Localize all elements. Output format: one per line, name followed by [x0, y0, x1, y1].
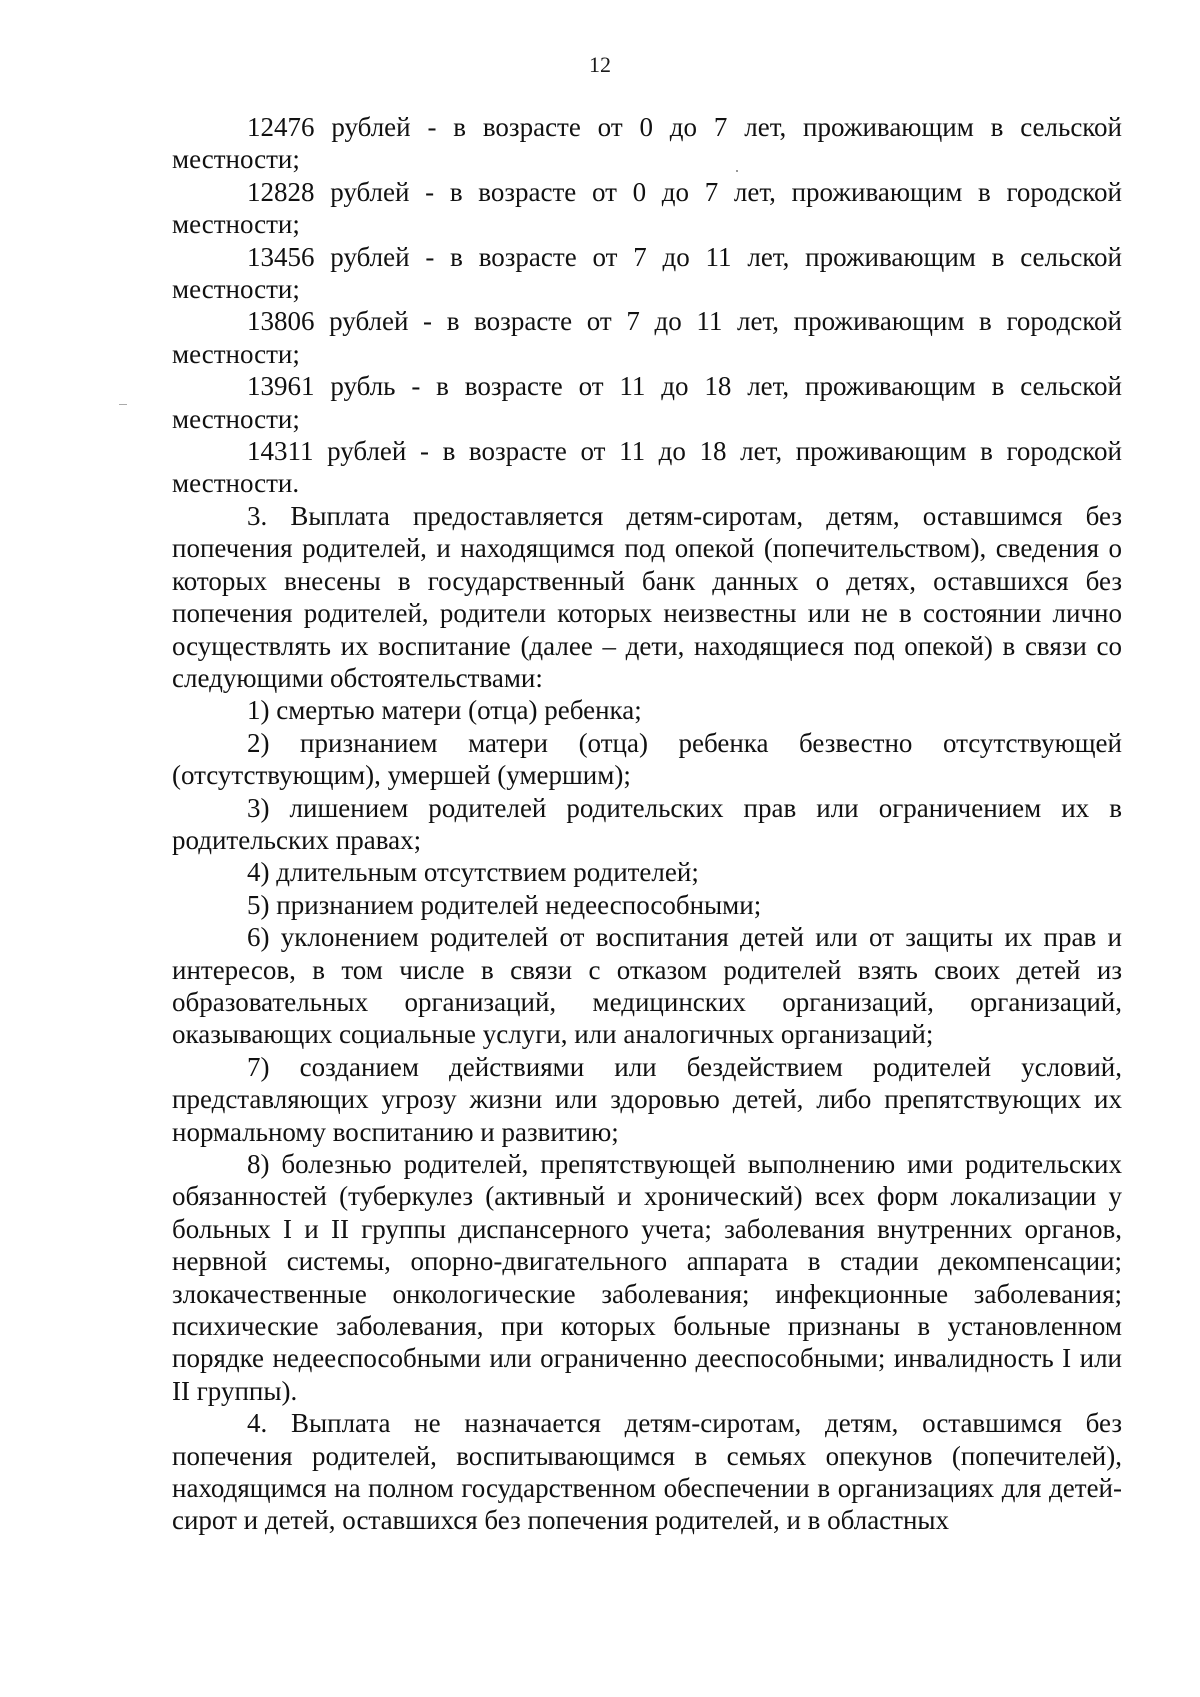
list-item-1: 1) смертью матери (отца) ребенка;	[247, 695, 642, 726]
clause-3: 3. Выплата предоставляется детям-сиротам, детям, оставшимся без попечения родителей, и находящимся под опекой (попечительством), сведения о которых внесены в государственный банк данных о детях, оставшихся без попечения родителей, родители которых неизвестны или не в состоянии лично осуществлять их воспитание (далее – дети, находящиеся под опекой) в связи со следующими обстоятельствами:	[172, 500, 1122, 693]
payment-amount-rural-7-11: 13456 рублей - в возрасте от 7 до 11 лет, проживающим в сельской местности;	[172, 241, 1122, 305]
scan-mark	[119, 404, 127, 405]
page-number: 12	[589, 52, 611, 77]
payment-amount-rural-0-7: 12476 рублей - в возрасте от 0 до 7 лет, проживающим в сельской местности;	[172, 112, 1122, 175]
list-item-5: 5) признанием родителей недееспособными;	[247, 889, 762, 920]
list-item-7: 7) созданием действиями или бездействием родителей условий, представляющих угрозу жизни или здоровью детей, либо препятствующих их нормальному воспитанию и развитию;	[172, 1051, 1122, 1147]
payment-amount-urban-0-7: 12828 рублей - в возрасте от 0 до 7 лет, проживающим в городской местности;	[172, 176, 1122, 240]
payment-amount-urban-11-18: 14311 рублей - в возрасте от 11 до 18 лет, проживающим в городской местности.	[172, 436, 1122, 499]
list-item-4: 4) длительным отсутствием родителей;	[247, 857, 699, 888]
list-item-2: 2) признанием матери (отца) ребенка безвестно отсутствующей (отсутствующим), умершей (умершим);	[172, 727, 1122, 791]
payment-amount-rural-11-18: 13961 рубль - в возрасте от 11 до 18 лет, проживающим в сельской местности;	[172, 371, 1122, 434]
payment-amount-urban-7-11: 13806 рублей - в возрасте от 7 до 11 лет, проживающим в городской местности;	[172, 306, 1122, 369]
list-item-3: 3) лишением родителей родительских прав или ограничением их в родительских правах;	[172, 792, 1122, 855]
clause-4: 4. Выплата не назначается детям-сиротам, детям, оставшимся без попечения родителей, воспитывающимся в семьях опекунов (попечителей), находящимся на полном государственном обеспечении в организациях для детей-сирот и детей, оставшихся без попечения родителей, и в областных	[172, 1408, 1122, 1536]
list-item-6: 6) уклонением родителей от воспитания детей или от защиты их прав и интересов, в том числе в связи с отказом родителей взять своих детей из образовательных организаций, медицинских организаций, организаций, оказывающих социальные услуги, или аналогичных организаций;	[172, 922, 1122, 1050]
document-body	[172, 111, 1122, 1537]
scan-speck	[736, 170, 738, 172]
list-item-8: 8) болезнью родителей, препятствующей выполнению ими родительских обязанностей (туберкулез (активный и хронический) всех форм локализации у больных I и II группы диспансерного учета; заболевания внутренних органов, нервной системы, опорно-двигательного аппарата в стадии декомпенсации; злокачественные онкологические заболевания; инфекционные заболевания; психические заболевания, при которых больные признаны в установленном порядке недееспособными или ограниченно дееспособными; инвалидность I или II группы).	[172, 1149, 1122, 1406]
